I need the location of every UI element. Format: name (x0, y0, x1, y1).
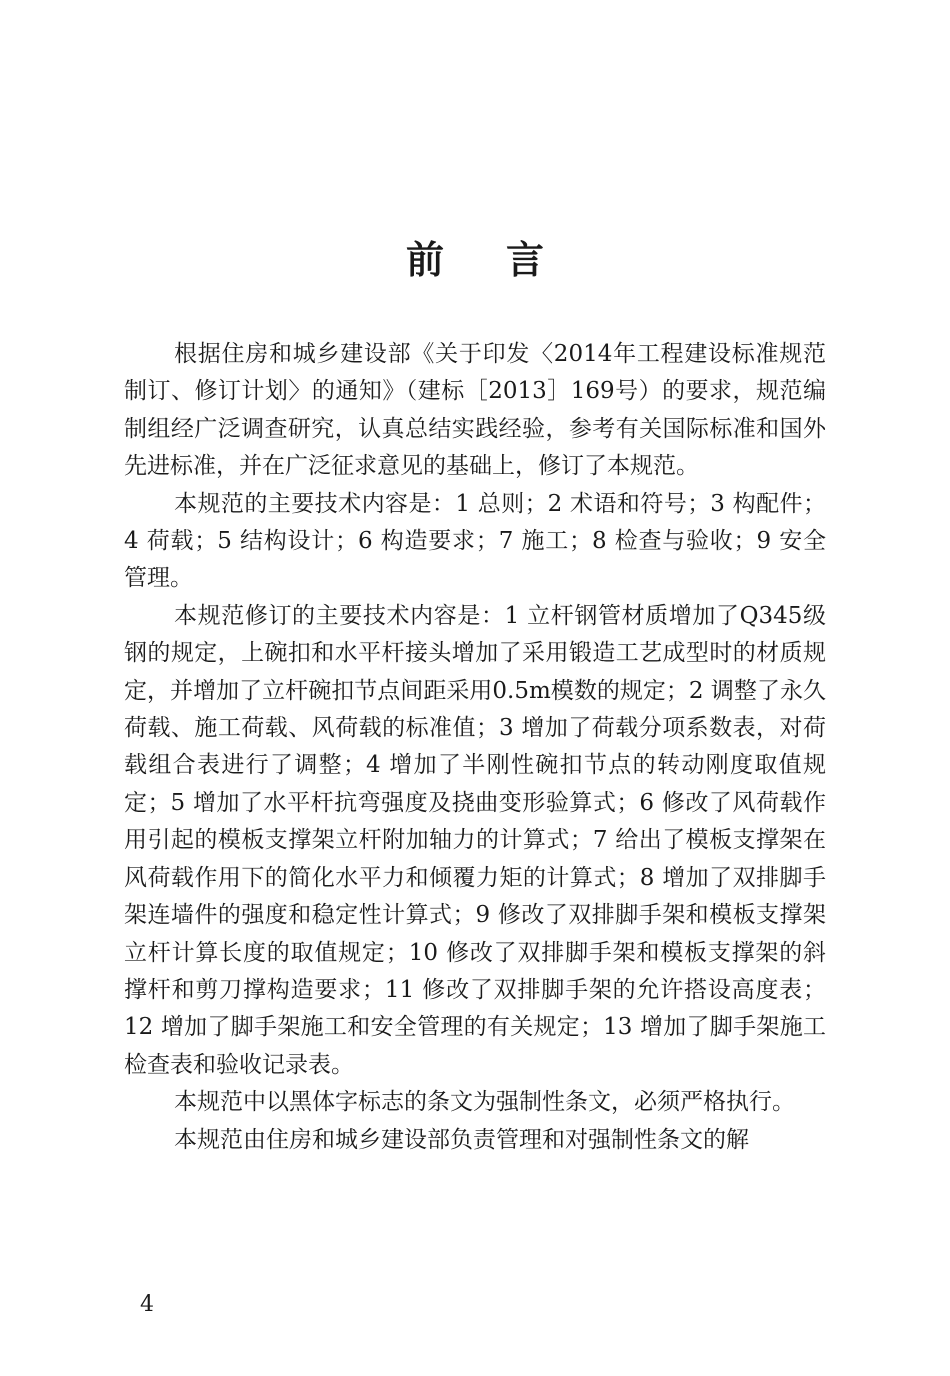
paragraph-revision-contents: 本规范修订的主要技术内容是：1 立杆钢管材质增加了Q345级钢的规定，上碗扣和水平杆接头增加了采用锻造工艺成型时的材质规定，并增加了立杆碗扣节点间距采用0.5m模数的规定；2 调整了永久荷载、施工荷载、风荷载的标准值；3 增加了荷载分项系数表，对荷载组合表进行了调整；4 增加了半刚性碗扣节点的转动刚度取值规定；5 增加了水平杆抗弯强度及挠曲变形验算式；6 修改了风荷载作用引起的模板支撑架立杆附加轴力的计算式；7 给出了模板支撑架在风荷载作用下的简化水平力和倾覆力矩的计算式；8 增加了双排脚手架连墙件的强度和稳定性计算式；9 修改了双排脚手架和模板支撑架立杆计算长度的取值规定；10 修改了双排脚手架和模板支撑架的斜撑杆和剪刀撑构造要求；11 修改了双排脚手架的允许搭设高度表；12 增加了脚手架施工和安全管理的有关规定；13 增加了脚手架施工检查表和验收记录表。 (124, 602, 826, 1078)
page-title: 前言 (405, 237, 606, 282)
paragraph-main-contents: 本规范的主要技术内容是：1 总则；2 术语和符号；3 构配件；4 荷载；5 结构设计；6 构造要求；7 施工；8 检查与验收；9 安全管理。 (124, 490, 826, 592)
paragraph-mandatory-clauses: 本规范中以黑体字标志的条文为强制性条文，必须严格执行。 (174, 1089, 795, 1116)
preface-body (124, 336, 826, 1159)
paragraph-management: 本规范由住房和城乡建设部负责管理和对强制性条文的解 (174, 1126, 749, 1153)
page-number: 4 (140, 1292, 154, 1317)
paragraph-mandate: 根据住房和城乡建设部《关于印发〈2014年工程建设标准规范制订、修订计划〉的通知》（建标［2013］169号）的要求，规范编制组经广泛调查研究，认真总结实践经验，参考有关国际标准和国外先进标准，并在广泛征求意见的基础上，修订了本规范。 (124, 341, 826, 480)
